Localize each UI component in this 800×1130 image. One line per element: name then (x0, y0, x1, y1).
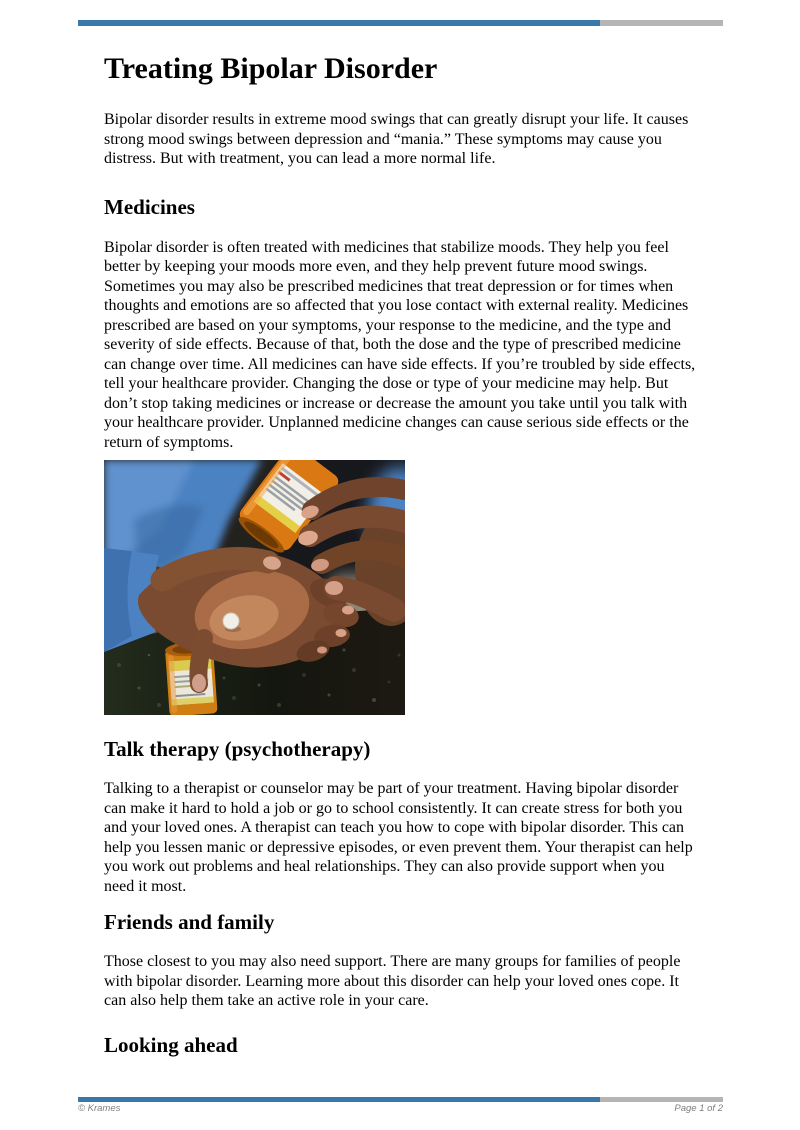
talk-therapy-paragraph: Talking to a therapist or counselor may be part of your treatment. Having bipolar disorder can make it hard to hold a job or go to school consistently. It can create stress for both you and your loved ones. A therapist can teach you how to cope with bipolar disorder. This can help you lessen manic or depressive episodes, or even prevent them. Your therapist can help you work out problems and heal relationships. They can also provide support when you need it most. (104, 780, 693, 895)
section-heading-medicines: Medicines (104, 194, 195, 219)
footer-rule (78, 1097, 723, 1102)
section-heading-looking-ahead: Looking ahead (104, 1032, 238, 1057)
footer-page-number: Page 1 of 2 (674, 1103, 723, 1114)
section-heading-friends-family: Friends and family (104, 910, 275, 934)
footer-copyright: © Krames (78, 1103, 121, 1114)
page-title: Treating Bipolar Disorder (104, 52, 438, 85)
medicines-paragraph: Bipolar disorder is often treated with medicines that stabilize moods. They help you feel better by keeping your moods more even, and they help prevent future mood swings. Sometimes you may also be prescribed medicines that treat depression or for times when thoughts and emotions are so affected that you lose contact with external reality. Medicines prescribed are based on your symptoms, your response to the medicine, and the type and severity of side effects. Because of that, both the dose and the type of prescribed medicine can change over time. All medicines can have side effects. If you’re troubled by side effects, tell your healthcare provider. Changing the dose or type of your medicine may help. But don’t stop taking medicines or increase or decrease the amount you take until you talk with your healthcare provider. Unplanned medicine changes can cause serious side effects or the return of symptoms. (104, 238, 696, 451)
document-body (104, 0, 696, 1058)
friends-family-paragraph: Those closest to you may also need support. There are many groups for families of people with bipolar disorder. Learning more about this disorder can help your loved ones cope. It can also help them take an active role in your care. (104, 953, 681, 1009)
intro-paragraph: Bipolar disorder results in extreme mood swings that can greatly disrupt your life. It causes strong mood swings between depression and “mania.” These symptoms may cause you distress. But with treatment, you can lead a more normal life. (104, 111, 689, 167)
medication-photo-illustration (104, 460, 405, 715)
section-heading-talk-therapy: Talk therapy (psychotherapy) (104, 737, 371, 761)
footer-rule-gray-segment (600, 1097, 723, 1102)
medication-photo (104, 460, 405, 715)
footer-rule-blue-segment (78, 1097, 600, 1102)
